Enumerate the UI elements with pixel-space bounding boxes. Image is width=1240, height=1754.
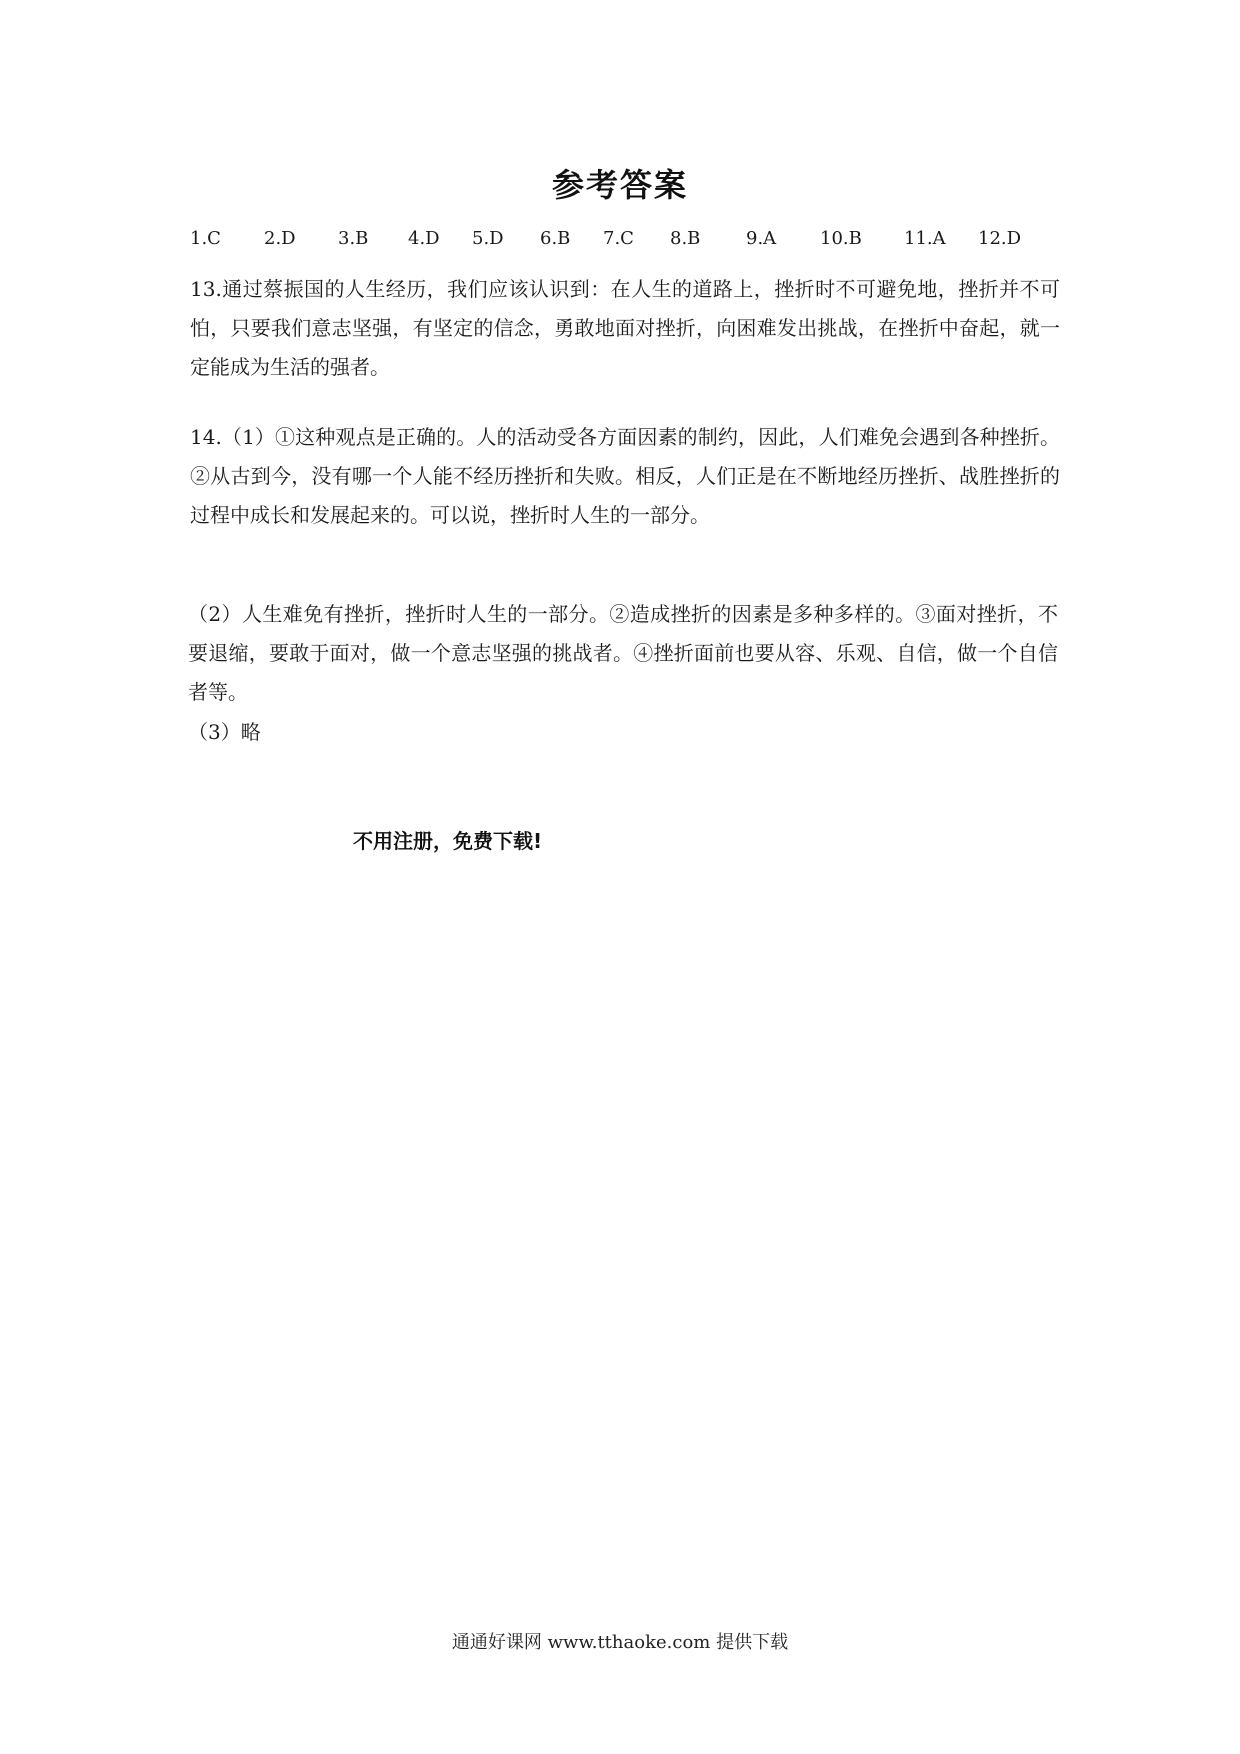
page-footer: 通通好课网 www.tthaoke.com 提供下载 — [451, 1632, 789, 1653]
multiple-choice-answers — [190, 228, 1070, 256]
mc-answer-9: 9.A — [746, 228, 777, 249]
answer-14-part-2: （2）人生难免有挫折，挫折时人生的一部分。②造成挫折的因素是多种多样的。③面对挫折，不要退缩，要敢于面对，做一个意志坚强的挑战者。④挫折面前也要从容、乐观、自信，做一个自信者等。 — [188, 602, 1058, 704]
page-title: 参考答案 — [551, 166, 688, 204]
promo-text: 不用注册，免费下载! — [353, 829, 543, 853]
mc-answer-4: 4.D — [408, 228, 440, 249]
mc-answer-3: 3.B — [338, 228, 369, 249]
mc-answer-12: 12.D — [978, 228, 1022, 249]
mc-answer-2: 2.D — [264, 228, 296, 249]
mc-answer-11: 11.A — [904, 228, 946, 249]
mc-answer-5: 5.D — [472, 228, 504, 249]
mc-answer-6: 6.B — [540, 228, 571, 249]
answer-14-part-3: （3）略 — [188, 720, 261, 744]
mc-answer-1: 1.C — [190, 228, 221, 249]
answer-14-part-1: 14.（1）①这种观点是正确的。人的活动受各方面因素的制约，因此，人们难免会遇到各种挫折。②从古到今，没有哪一个人能不经历挫折和失败。相反，人们正是在不断地经历挫折、战胜挫折的过程中成长和发展起来的。可以说，挫折时人生的一部分。 — [190, 425, 1060, 527]
mc-answer-8: 8.B — [670, 228, 701, 249]
mc-answer-10: 10.B — [820, 228, 862, 249]
answer-13: 13.通过蔡振国的人生经历，我们应该认识到：在人生的道路上，挫折时不可避免地，挫折并不可怕，只要我们意志坚强，有坚定的信念，勇敢地面对挫折，向困难发出挑战，在挫折中奋起，就一定能成为生活的强者。 — [190, 277, 1060, 379]
mc-answer-7: 7.C — [603, 228, 634, 249]
